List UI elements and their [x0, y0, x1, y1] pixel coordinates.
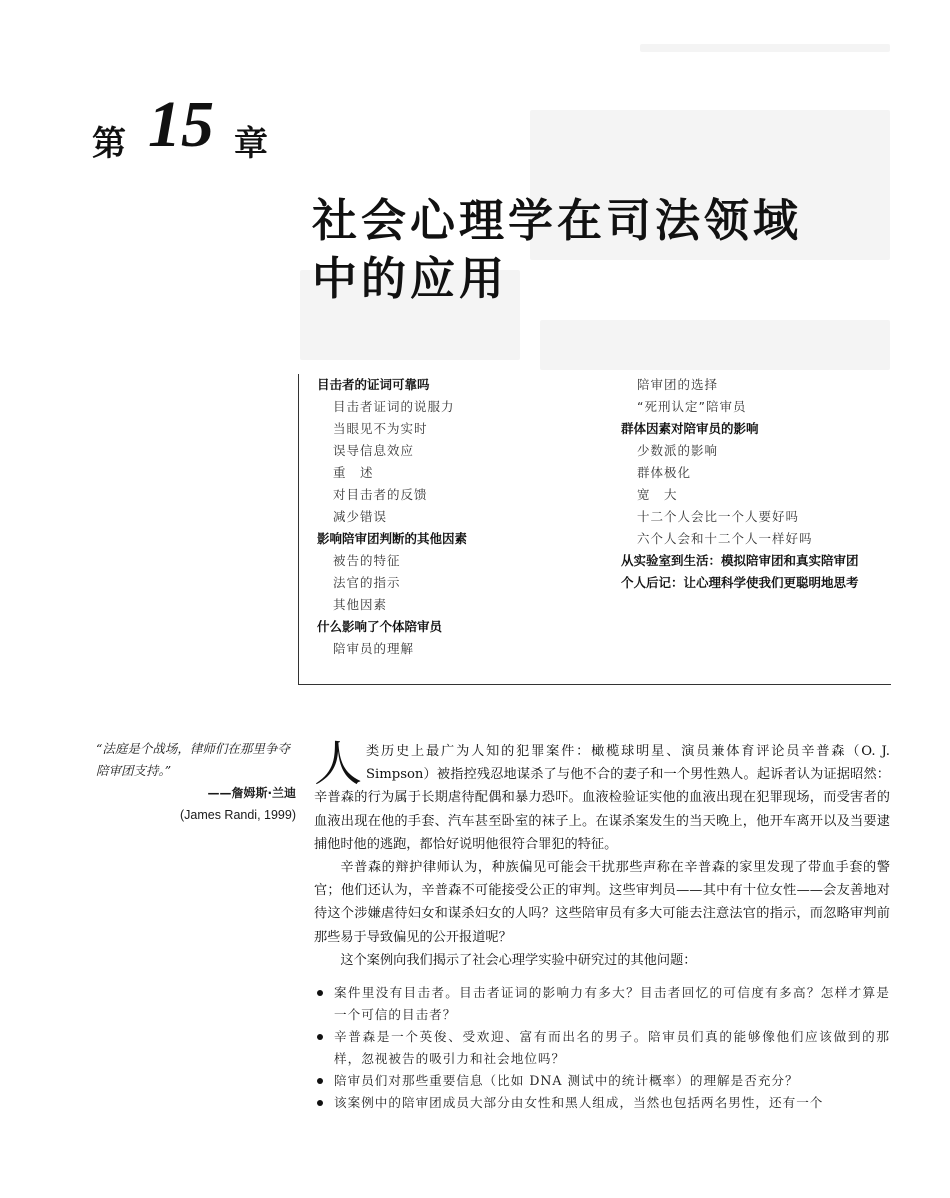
bullet-text: 该案例中的陪审团成员大部分由女性和黑人组成，当然也包括两名男性，还有一个	[334, 1095, 824, 1111]
bullet-item	[314, 982, 890, 1026]
quote-source: (James Randi, 1999)	[179, 808, 296, 822]
body-text	[314, 736, 890, 1114]
outline-subsection: 少数派的影响	[637, 443, 719, 458]
outline-subsection: 误导信息效应	[333, 443, 415, 458]
bullet-item	[314, 1092, 890, 1114]
paragraph-text: 类历史上最广为人知的犯罪案件：橄榄球明星、演员兼体育评论员辛普森（O. J. Simpson）被指控残忍地谋杀了与他不合的妻子和一个男性熟人。起诉者认为证据昭然：辛普森的行为属于长期虐待配偶和暴力恐吓。血液检验证实他的血液出现在犯罪现场，而受害者的血液出现在他的手套、汽车甚至卧室的袜子上。在谋杀案发生的当天晚上，他开车离开以及当要逮捕他时他的逃跑，都恰好说明他很符合罪犯的特征。	[314, 744, 890, 852]
bullet-dot-icon	[317, 990, 323, 996]
bullet-item	[314, 1070, 890, 1092]
outline-section-heading: 什么影响了个体陪审员	[317, 619, 443, 634]
outline-section-heading: 影响陪审团判断的其他因素	[317, 531, 468, 546]
chapter-title	[312, 192, 802, 308]
outline-subsection: 群体极化	[637, 465, 692, 480]
outline-subsection: 陪审员的理解	[333, 641, 415, 656]
bleed-through	[640, 44, 890, 52]
outline-subsection: 被告的特征	[333, 553, 401, 568]
outline-subsection: 十二个人会比一个人要好吗	[637, 509, 800, 524]
outline-section-heading: 群体因素对陪审员的影响	[621, 421, 759, 436]
outline-subsection: 六个人会和十二个人一样好吗	[637, 531, 813, 546]
chapter-title-line: 中的应用	[312, 252, 509, 305]
outline-section-heading: 从实验室到生活：模拟陪审团和真实陪审团	[621, 553, 859, 568]
bullet-text: 辛普森是一个英俊、受欢迎、富有而出名的男子。陪审员们真的能够像他们应该做到的那样，忽视被告的吸引力和社会地位吗？	[334, 1029, 890, 1067]
margin-quote	[96, 738, 296, 826]
bleed-through	[540, 320, 890, 370]
outline-subsection: 法官的指示	[333, 575, 401, 590]
chapter-number: 15	[148, 88, 214, 161]
quote-text: “法庭是个战场，律师们在那里争夺陪审团支持。”	[96, 741, 290, 778]
outline-subsection: 对目击者的反馈	[333, 487, 428, 502]
bullet-list	[314, 982, 890, 1114]
bullet-dot-icon	[317, 1100, 323, 1106]
outline-right-column	[621, 374, 891, 594]
outline-subsection: “死刑认定”陪审员	[637, 399, 747, 414]
chapter-title-line: 社会心理学在司法领域	[312, 194, 803, 247]
bullet-text: 案件里没有目击者。目击者证词的影响力有多大？目击者回忆的可信度有多高？怎样才算是一个可信的目击者？	[334, 985, 890, 1023]
bullet-item	[314, 1026, 890, 1070]
outline-left-column	[317, 374, 597, 660]
outline-section-heading: 目击者的证词可靠吗	[317, 377, 430, 392]
quote-author: ——詹姆斯·兰迪	[207, 786, 296, 800]
dropcap: 人	[314, 736, 363, 792]
paragraph: 这个案例向我们揭示了社会心理学实验中研究过的其他问题：	[340, 952, 697, 968]
paragraph	[314, 736, 890, 856]
outline-subsection: 当眼见不为实时	[333, 421, 428, 436]
outline-subsection: 其他因素	[333, 597, 388, 612]
outline-section-heading: 个人后记：让心理科学使我们更聪明地思考	[621, 575, 859, 590]
outline-subsection: 目击者证词的说服力	[333, 399, 455, 414]
bullet-dot-icon	[317, 1034, 323, 1040]
outline-subsection: 宽 大	[637, 487, 678, 502]
bullet-dot-icon	[317, 1078, 323, 1084]
chapter-prefix: 第	[92, 124, 126, 164]
chapter-outline	[298, 374, 891, 685]
outline-subsection: 减少错误	[333, 509, 388, 524]
bullet-text: 陪审员们对那些重要信息（比如 DNA 测试中的统计概率）的理解是否充分？	[334, 1073, 799, 1089]
paragraph: 辛普森的辩护律师认为，种族偏见可能会干扰那些声称在辛普森的家里发现了带血手套的警官；他们还认为，辛普森不可能接受公正的审判。这些审判员——其中有十位女性——会友善地对待这个涉嫌虐待妇女和谋杀妇女的人吗？这些陪审员有多大可能去注意法官的指示，而忽略审判前那些易于导致偏见的公开报道呢？	[314, 860, 890, 945]
outline-subsection: 陪审团的选择	[637, 377, 719, 392]
outline-subsection: 重 述	[333, 465, 374, 480]
chapter-suffix: 章	[234, 124, 268, 164]
